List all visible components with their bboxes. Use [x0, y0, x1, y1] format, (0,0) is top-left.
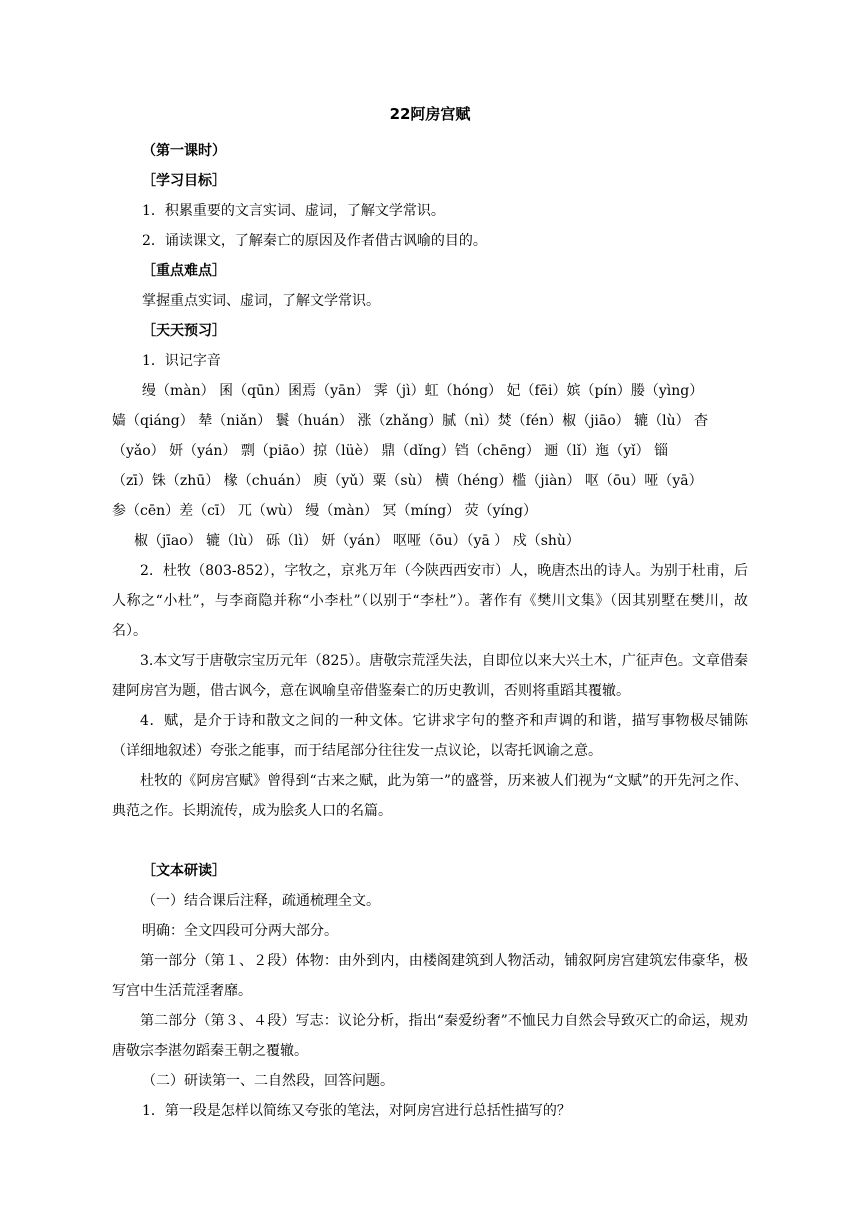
- pinyin-line: 嫱（qiáng） 辇（niǎn） 鬟（huán） 涨（zhǎng）腻（nì）焚（fén）椒（jiāo） 辘（lù） 杳: [112, 413, 709, 429]
- preview-item-4: 4．赋，是介于诗和散文之间的一种文体。它讲求字句的整齐和声调的和谐，描写事物极尽铺陈（详细地叙述）夸张之能事，而于结尾部分往往发一点议论，以寄托讽谕之意。: [112, 713, 748, 759]
- focus-text: 掌握重点实词、虚词，了解文学常识。: [142, 293, 380, 309]
- study-part-1: 第一部分（第１、２段）体物：由外到内，由楼阁建筑到人物活动，铺叙阿房宫建筑宏伟豪华，极写宫中生活荒淫奢靡。: [112, 953, 748, 999]
- objectives-heading: ［学习目标］: [142, 173, 226, 189]
- preview-item-4-continued: 杜牧的《阿房宫赋》曾得到“古来之赋，此为第一”的盛誉，历来被人们视为“文赋”的开先河之作、典范之作。长期流传，成为脍炙人口的名篇。: [112, 773, 748, 819]
- pinyin-line: （yǎo） 妍（yán） 剽（piāo）掠（lüè） 鼎（dǐng）铛（chēng） 逦（lǐ）迤（yǐ） 锱: [112, 443, 669, 459]
- focus-heading: ［重点难点］: [142, 263, 226, 279]
- section-gap: [112, 826, 748, 856]
- objective-1: 1．积累重要的文言实词、虚词，了解文学常识。: [142, 203, 445, 219]
- preview-item-2: 2．杜牧（803-852），字牧之，京兆万年（今陕西西安市）人，晚唐杰出的诗人。为别于杜甫，后人称之“小杜”，与李商隐并称“小李杜”（以别于“李杜”）。著作有《樊川文集》（因其别墅在樊川，故名）。: [112, 563, 748, 639]
- document-title: 22阿房宫赋: [389, 105, 471, 123]
- study-question-1: 1．第一段是怎样以简练又夸张的笔法，对阿房宫进行总括性描写的？: [142, 1103, 571, 1119]
- study-step-2: （二）研读第一、二自然段，回答问题。: [142, 1073, 394, 1089]
- preview-item-1: 1．识记字音: [142, 353, 221, 369]
- pinyin-line: 椒（jīao） 辘（lù） 砾（lì） 妍（yán） 呕哑（ōu）（yā ） 戍（shù）: [134, 533, 580, 549]
- pinyin-line: 参（cēn）差（cī） 兀（wù） 缦（màn） 冥（míng） 荧（yíng）: [112, 503, 537, 519]
- pinyin-line: 缦（màn） 囷（qūn）囷焉（yān） 霁（jì）虹（hóng） 妃（fēi）嫔（pín）媵（yìng）: [142, 383, 704, 399]
- preview-heading: ［天天预习］: [142, 323, 226, 339]
- preview-item-3: 3.本文写于唐敬宗宝历元年（825）。唐敬宗荒淫失法，自即位以来大兴土木，广征声色。文章借秦建阿房宫为题，借古讽今，意在讽喻皇帝借鉴秦亡的历史教训，否则将重蹈其覆辙。: [112, 653, 748, 699]
- study-part-2: 第二部分（第３、４段）写志：议论分析，指出“秦爱纷奢”不恤民力自然会导致灭亡的命运，规劝唐敬宗李湛勿蹈秦王朝之覆辙。: [112, 1013, 748, 1059]
- study-heading: ［文本研读］: [142, 863, 226, 879]
- study-answer-intro: 明确：全文四段可分两大部分。: [142, 923, 338, 939]
- objective-2: 2．诵读课文，了解秦亡的原因及作者借古讽喻的目的。: [142, 233, 487, 249]
- study-step-1: （一）结合课后注释，疏通梳理全文。: [142, 893, 380, 909]
- pinyin-line: （zī）铢（zhū） 椽（chuán） 庾（yǔ）粟（sù） 横（héng）槛（jiàn） 呕（ōu）哑（yā）: [112, 473, 703, 489]
- lesson-tag: （第一课时）: [142, 143, 226, 159]
